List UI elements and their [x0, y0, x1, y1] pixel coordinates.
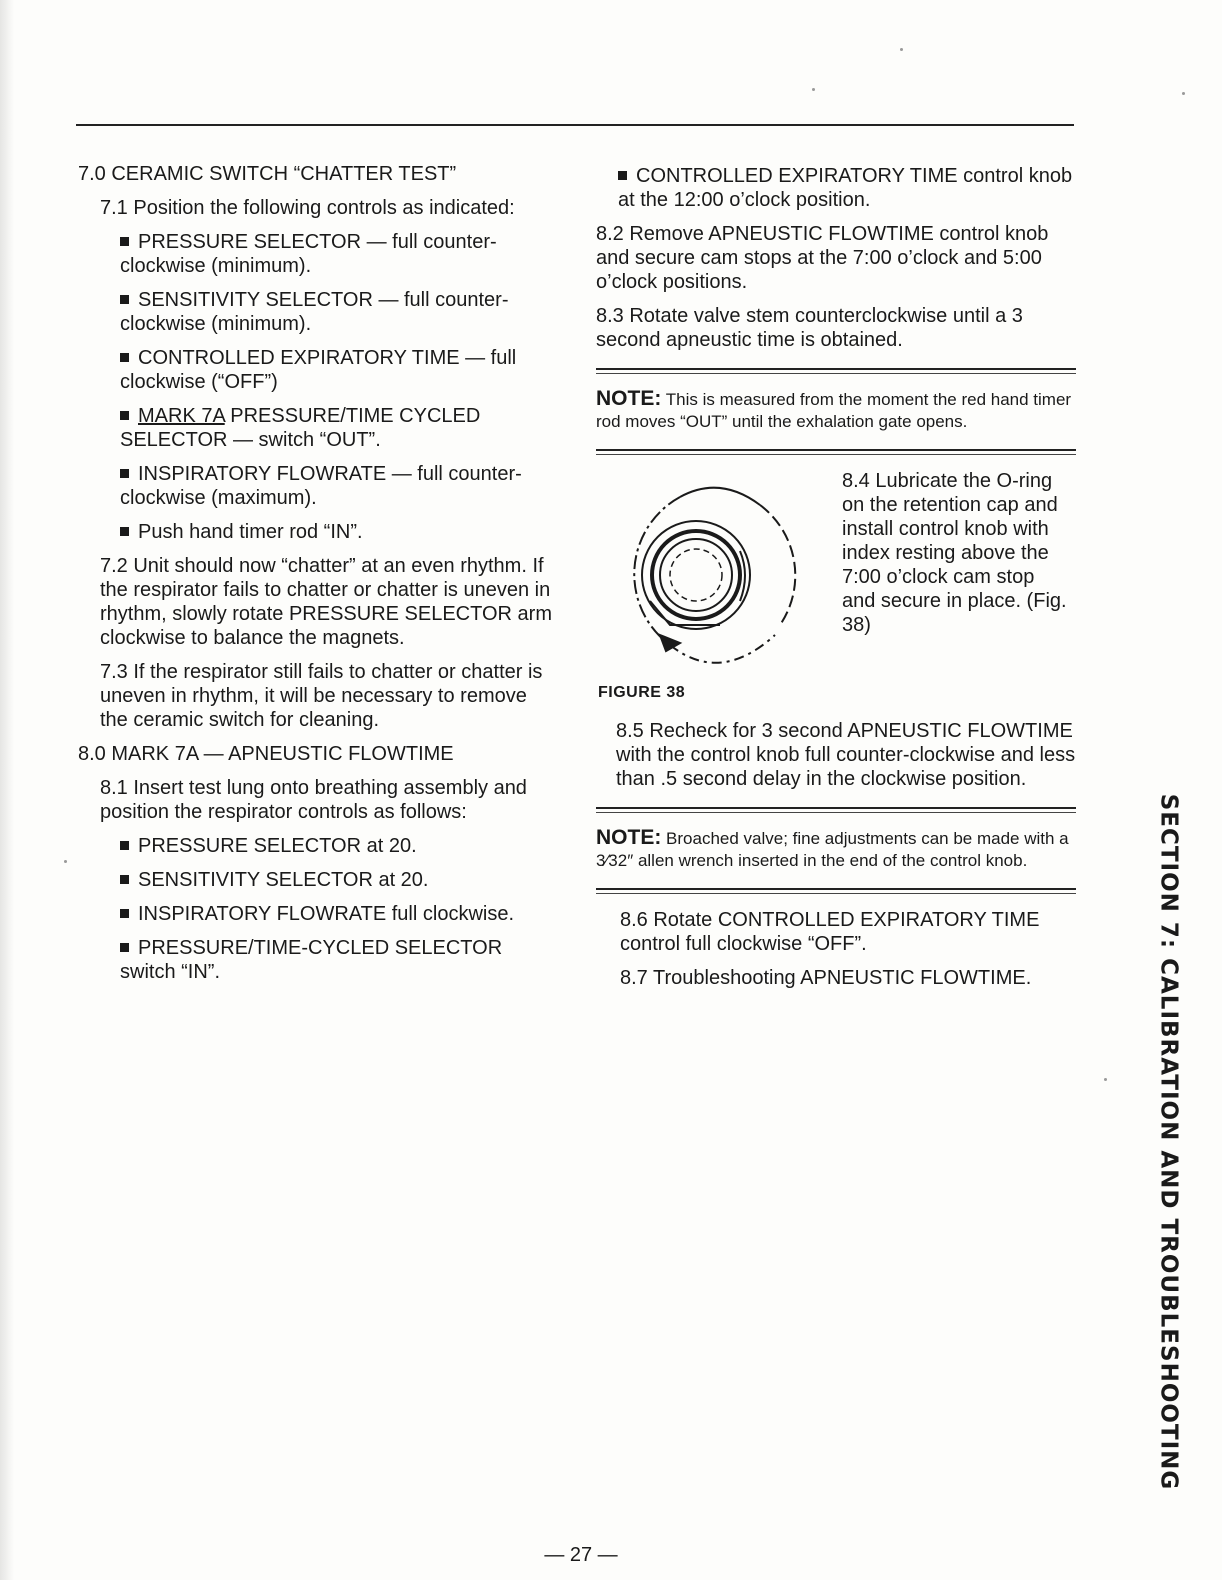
- bullet-item: CONTROLLED EXPIRATORY TIME — full clockwise (“OFF”): [120, 347, 517, 393]
- paragraph-8-4: 8.4 Lubricate the O-ring on the retention cap and install control knob with index resting above the 7:00 o’clock cam stop and secure in place. (Fig. 38): [842, 470, 1067, 636]
- bullet-item: Push hand timer rod “IN”.: [78, 520, 558, 544]
- note-rule-bottom: [596, 888, 1076, 894]
- bullet-square-icon: [120, 237, 129, 246]
- index-pointer: [660, 635, 680, 651]
- outer-arc-left: [634, 497, 680, 645]
- scan-speck: [812, 88, 815, 91]
- bullet-square-icon: [120, 875, 129, 884]
- knob-outer-ring: [642, 521, 750, 629]
- top-rule: [76, 124, 1074, 126]
- paragraph-7-3: 7.3 If the respirator still fails to chatter or chatter is uneven in rhythm, it will be necessary to remove the ceramic switch for cleaning.: [100, 661, 543, 731]
- index-line: [650, 601, 720, 625]
- paragraph-8-7: 8.7 Troubleshooting APNEUSTIC FLOWTIME.: [620, 967, 1032, 989]
- paragraph-8-3: 8.3 Rotate valve stem counterclockwise until a 3 second apneustic time is obtained.: [596, 305, 1023, 351]
- bullet-square-icon: [618, 171, 627, 180]
- knob-thick-ring: [652, 531, 740, 619]
- note-label: NOTE:: [596, 826, 662, 849]
- figure-38-block: [596, 469, 1076, 705]
- bullet-item: SENSITIVITY SELECTOR — full counter-clockwise (minimum).: [120, 289, 509, 335]
- section-7-heading: 7.0 CERAMIC SWITCH “CHATTER TEST”: [78, 163, 457, 185]
- bullet-item: SENSITIVITY SELECTOR at 20.: [78, 868, 558, 892]
- note-rule-top: [596, 807, 1076, 813]
- note-rule-top: [596, 368, 1076, 374]
- paragraph-8-2: 8.2 Remove APNEUSTIC FLOWTIME control knob and secure cam stops at the 7:00 o’clock and 5:00 o’clock positions.: [596, 223, 1049, 293]
- knob-inner-ring: [660, 539, 732, 611]
- bullet-square-icon: [120, 469, 129, 478]
- outer-arc-top: [680, 488, 760, 505]
- paragraph-8-1: 8.1 Insert test lung onto breathing assembly and position the respirator controls as follows:: [100, 777, 527, 823]
- note-label: NOTE:: [596, 387, 662, 410]
- scan-speck: [1182, 92, 1185, 95]
- note-1: NOTE: This is measured from the moment the red hand timer rod moves “OUT” until the exhalation gate opens.: [596, 387, 1072, 431]
- bullet-square-icon: [120, 909, 129, 918]
- outer-arc-bottom: [670, 635, 775, 663]
- section-side-tab: [1148, 786, 1188, 1498]
- bullet-square-icon: [120, 353, 129, 362]
- scan-speck: [1104, 1078, 1107, 1081]
- note-rule-bottom: [596, 449, 1076, 455]
- bullet-square-icon: [120, 295, 129, 304]
- bullet-item: CONTROLLED EXPIRATORY TIME control knob at the 12:00 o’clock position.: [618, 165, 1073, 211]
- bullet-square-icon: [120, 841, 129, 850]
- bullet-square-icon: [120, 527, 129, 536]
- paragraph-7-1: 7.1 Position the following controls as indicated:: [100, 197, 515, 219]
- paragraph-8-5: 8.5 Recheck for 3 second APNEUSTIC FLOWTIME with the control knob full counter-clockwise and less than .5 second delay in the clockwise position.: [616, 720, 1076, 790]
- bullet-item-mark7a: MARK 7A PRESSURE/TIME CYCLED SELECTOR — switch “OUT”.: [120, 405, 481, 451]
- scan-edge-shadow: [0, 0, 14, 1580]
- note-2: NOTE: Broached valve; fine adjustments can be made with a 3⁄32″ allen wrench inserted in the end of the control knob.: [596, 826, 1069, 870]
- bullet-item: PRESSURE SELECTOR — full counter-clockwise (minimum).: [120, 231, 497, 277]
- control-knob-illustration: [610, 475, 834, 675]
- right-column: [596, 164, 1076, 1000]
- bullet-item: INSPIRATORY FLOWRATE full clockwise.: [78, 902, 558, 926]
- outer-arc-right: [760, 505, 795, 625]
- bullet-square-icon: [120, 411, 129, 420]
- bullet-item: INSPIRATORY FLOWRATE — full counter-clockwise (maximum).: [120, 463, 522, 509]
- bullet-item: PRESSURE SELECTOR at 20.: [78, 834, 558, 858]
- section-8-heading: 8.0 MARK 7A — APNEUSTIC FLOWTIME: [78, 743, 454, 765]
- section-side-tab-label: SECTION 7: CALIBRATION AND TROUBLESHOOTING: [1155, 793, 1181, 1491]
- knob-center-dashed: [670, 549, 722, 601]
- mark-7a-underlined: MARK 7A: [138, 405, 225, 427]
- left-column: [78, 162, 558, 994]
- figure-caption: FIGURE 38: [598, 684, 686, 701]
- bullet-item: PRESSURE/TIME-CYCLED SELECTOR switch “IN”.: [120, 937, 503, 983]
- bullet-square-icon: [120, 943, 129, 952]
- page-number: — 27 —: [544, 1544, 618, 1566]
- scan-speck: [900, 48, 903, 51]
- paragraph-7-2: 7.2 Unit should now “chatter” at an even rhythm. If the respirator fails to chatter or chatter is uneven in rhythm, slowly rotate PRESSURE SELECTOR arm clockwise to balance the magnets.: [100, 555, 552, 649]
- scan-speck: [64, 860, 67, 863]
- paragraph-8-6: 8.6 Rotate CONTROLLED EXPIRATORY TIME control full clockwise “OFF”.: [620, 909, 1040, 955]
